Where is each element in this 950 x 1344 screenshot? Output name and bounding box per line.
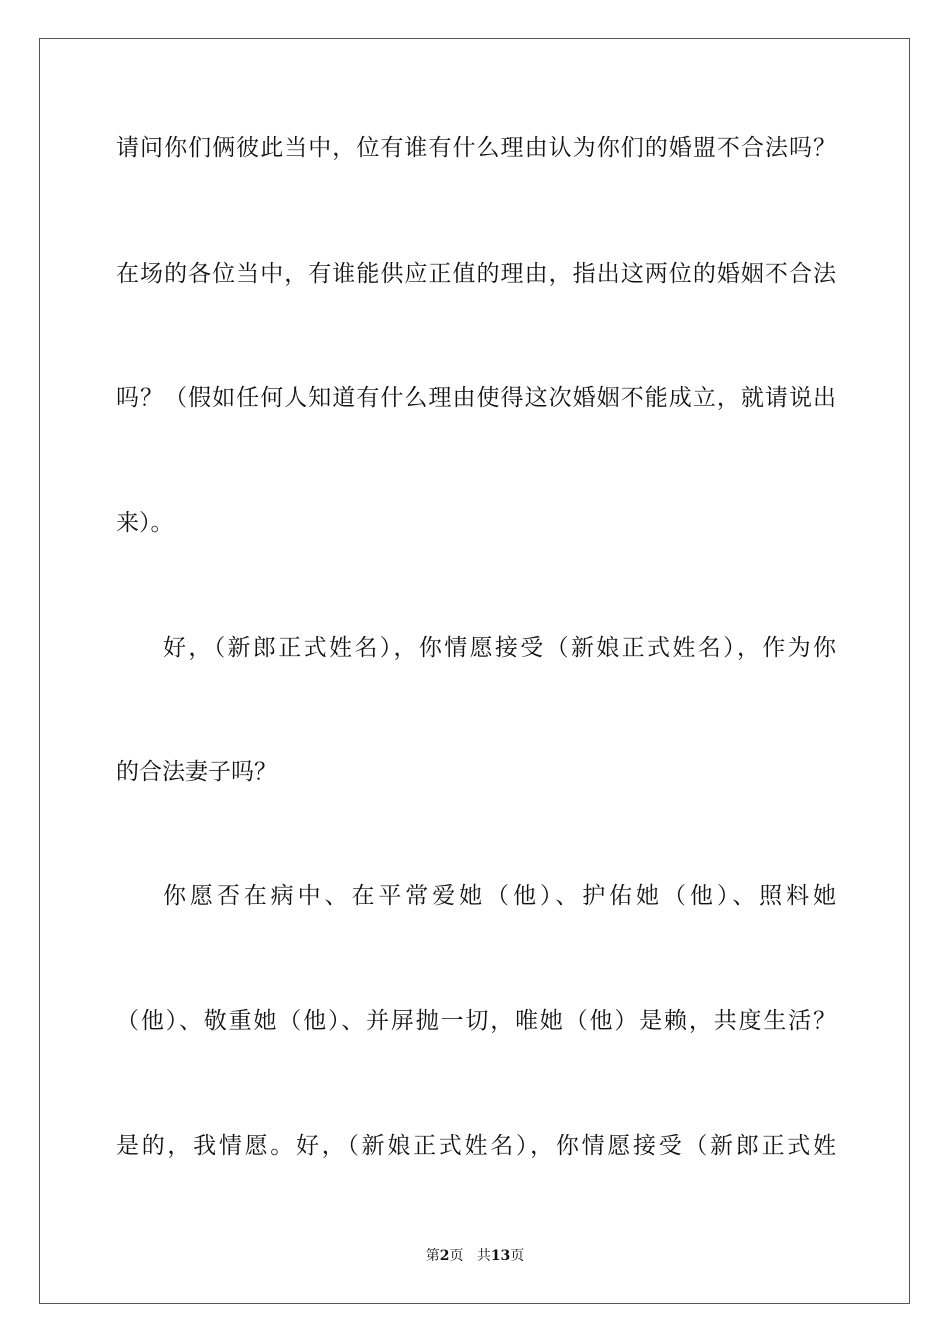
text-line-3: 吗？（假如任何人知道有什么理由使得这次婚姻不能成立，就请说出 <box>116 385 836 411</box>
text-line-6: 的合法妻子吗？ <box>116 759 277 785</box>
text-line-4: 来）。 <box>116 510 174 536</box>
text-line-5: 好，（新郎正式姓名），你情愿接受（新娘正式姓名），作为你 <box>163 635 836 661</box>
page-border <box>39 38 910 1304</box>
page-number: 2 <box>439 1248 450 1264</box>
page-footer <box>0 1247 950 1265</box>
total-pages: 13 <box>490 1248 511 1264</box>
text-line-9: 是的，我情愿。好，（新娘正式姓名），你情愿接受（新郎正式姓 <box>116 1133 836 1159</box>
text-line-7: 你愿否在病中、在平常爱她（他）、护佑她（他）、照料她 <box>163 883 836 909</box>
text-line-8: （他）、敬重她（他）、并屏抛一切，唯她（他）是赖，共度生活？ <box>116 1008 836 1034</box>
total-suffix: 页 <box>510 1248 525 1264</box>
text-line-2: 在场的各位当中，有谁能供应正值的理由，指出这两位的婚姻不合法 <box>116 261 836 287</box>
page-prefix: 第 <box>425 1248 440 1264</box>
text-line-1: 请问你们俩彼此当中，位有谁有什么理由认为你们的婚盟不合法吗？ <box>116 135 836 161</box>
total-prefix: 共 <box>476 1248 491 1264</box>
page-suffix: 页 <box>449 1248 464 1264</box>
